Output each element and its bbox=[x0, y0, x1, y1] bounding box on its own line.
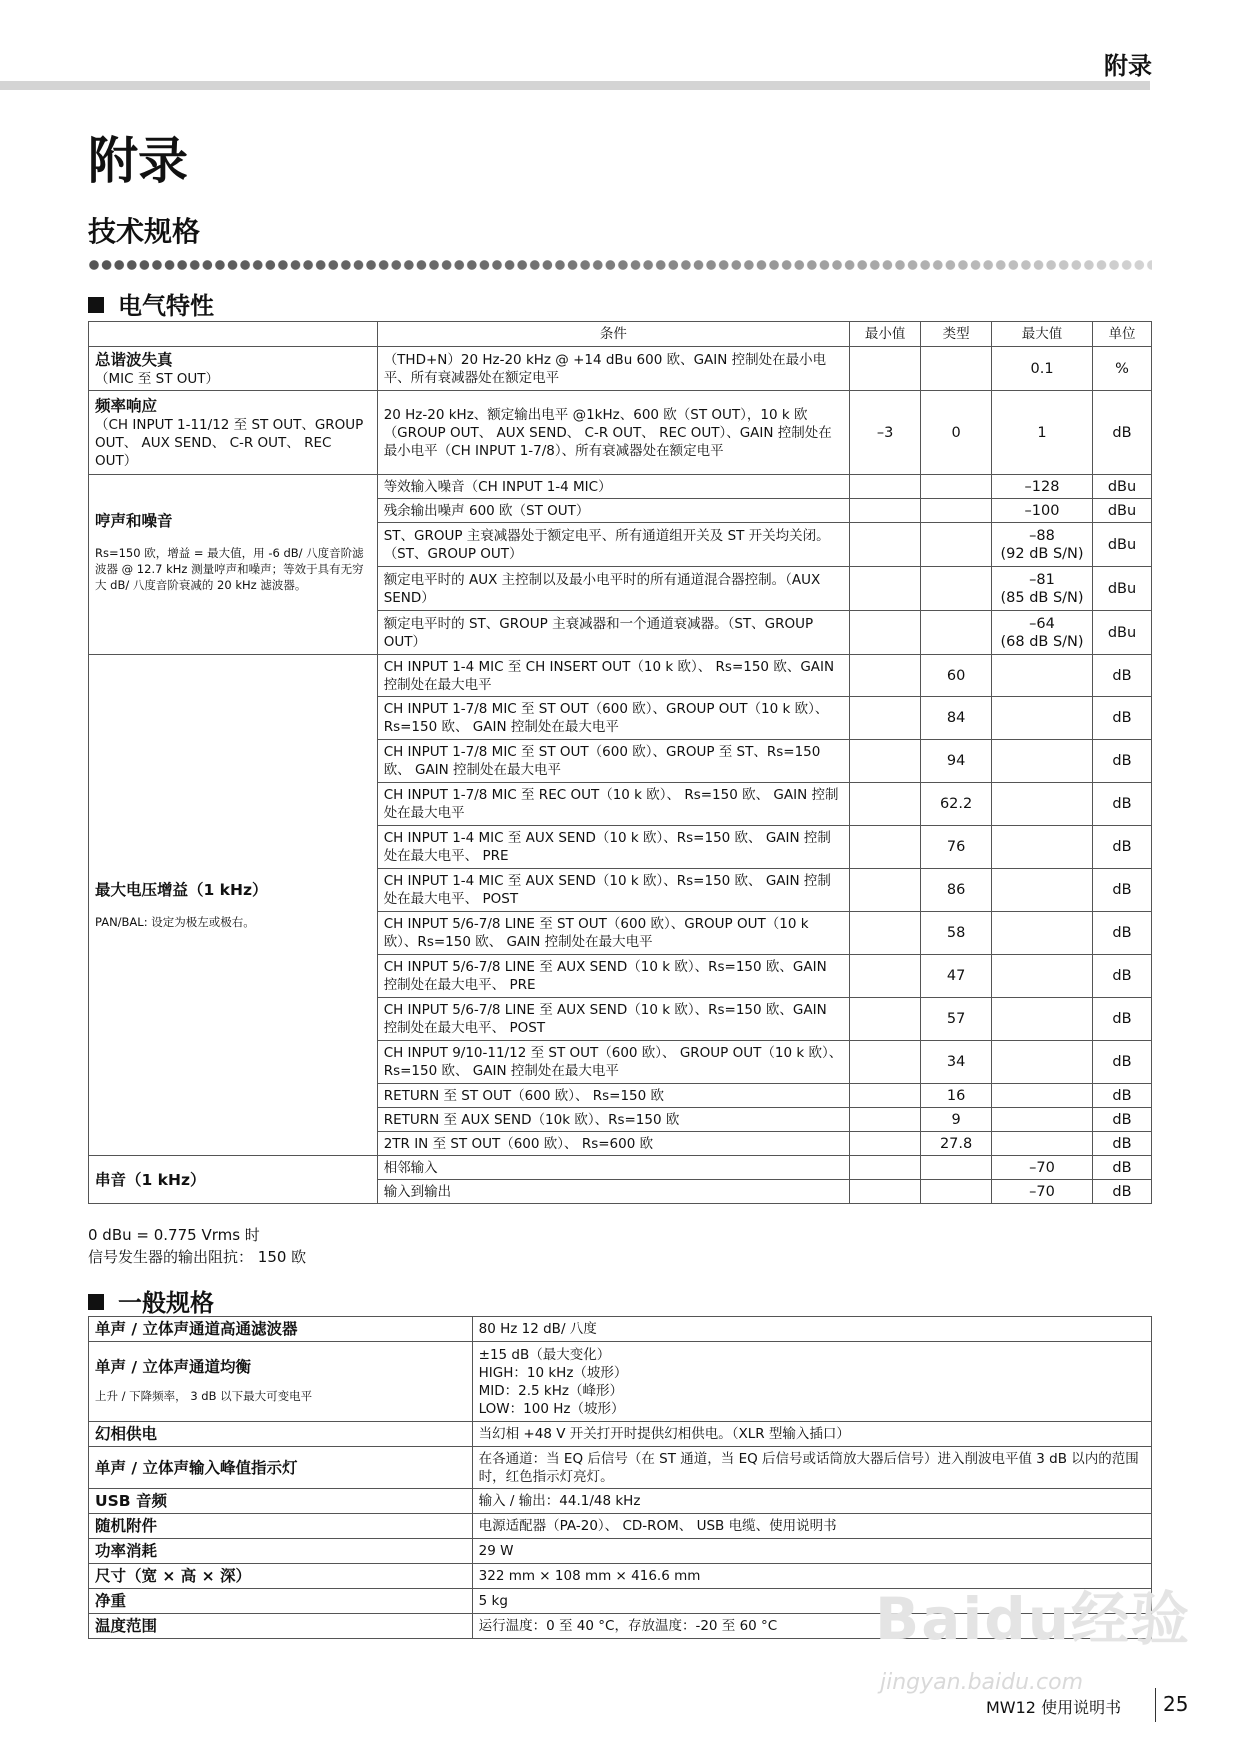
max-cell bbox=[992, 697, 1093, 740]
unit-cell: dB bbox=[1092, 826, 1151, 869]
min-cell bbox=[850, 347, 921, 391]
unit-cell: dB bbox=[1092, 740, 1151, 783]
unit-cell: dB bbox=[1092, 783, 1151, 826]
spec-value: 5 kg bbox=[472, 1589, 1151, 1614]
cond-cell: CH INPUT 1-7/8 MIC 至 REC OUT（10 k 欧）、 Rs=150 欧、 GAIN 控制处在最大电平 bbox=[377, 783, 849, 826]
typ-cell bbox=[921, 523, 992, 567]
max-cell bbox=[992, 998, 1093, 1041]
max-cell bbox=[992, 869, 1093, 912]
param-cell: 频率响应 （CH INPUT 1-11/12 至 ST OUT、GROUP OUT、 AUX SEND、 C-R OUT、 REC OUT） bbox=[89, 391, 378, 475]
spec-value: ±15 dB（最大变化） HIGH：10 kHz（坡形） MID：2.5 kHz（峰形） LOW：100 Hz（坡形） bbox=[472, 1342, 1151, 1422]
typ-cell: 16 bbox=[921, 1084, 992, 1108]
unit-cell: dB bbox=[1092, 697, 1151, 740]
min-cell bbox=[850, 1041, 921, 1084]
unit-cell: dB bbox=[1092, 998, 1151, 1041]
param-cell: 总谐波失真 （MIC 至 ST OUT） bbox=[89, 347, 378, 391]
param-cell: 串音（1 kHz） bbox=[89, 1156, 378, 1204]
spec-value: 80 Hz 12 dB/ 八度 bbox=[472, 1317, 1151, 1342]
typ-cell: 57 bbox=[921, 998, 992, 1041]
spec-value: 29 W bbox=[472, 1539, 1151, 1564]
typ-cell: 76 bbox=[921, 826, 992, 869]
spec-value: 输入 / 输出：44.1/48 kHz bbox=[472, 1489, 1151, 1514]
cond-cell: 额定电平时的 AUX 主控制以及最小电平时的所有通道混合器控制。（AUX SEND） bbox=[377, 567, 849, 611]
spec-label: 单声 / 立体声通道均衡 上升 / 下降频率， 3 dB 以下最大可变电平 bbox=[89, 1342, 473, 1422]
max-cell bbox=[992, 740, 1093, 783]
unit-cell: dB bbox=[1092, 1156, 1151, 1180]
spec-value: 322 mm × 108 mm × 416.6 mm bbox=[472, 1564, 1151, 1589]
min-cell bbox=[850, 912, 921, 955]
baidu-watermark: Baidu经验 bbox=[875, 1585, 1192, 1653]
page-title: 附录 bbox=[88, 132, 188, 190]
typ-cell: 27.8 bbox=[921, 1132, 992, 1156]
header-rule bbox=[0, 81, 1150, 90]
max-cell bbox=[992, 912, 1093, 955]
square-bullet-icon bbox=[88, 297, 104, 313]
max-cell: –128 bbox=[992, 475, 1093, 499]
typ-cell: 34 bbox=[921, 1041, 992, 1084]
typ-cell bbox=[921, 1180, 992, 1204]
max-cell: –88 (92 dB S/N) bbox=[992, 523, 1093, 567]
max-cell bbox=[992, 1132, 1093, 1156]
min-cell bbox=[850, 523, 921, 567]
spec-label: 单声 / 立体声输入峰值指示灯 bbox=[89, 1447, 473, 1489]
cond-cell: CH INPUT 1-4 MIC 至 AUX SEND（10 k 欧）、Rs=150 欧、 GAIN 控制处在最大电平、 PRE bbox=[377, 826, 849, 869]
max-cell: 0.1 bbox=[992, 347, 1093, 391]
max-cell: –100 bbox=[992, 499, 1093, 523]
cond-cell: CH INPUT 1-4 MIC 至 AUX SEND（10 k 欧）、Rs=150 欧、 GAIN 控制处在最大电平、 POST bbox=[377, 869, 849, 912]
page-number: 25 bbox=[1163, 1692, 1189, 1716]
unit-cell: dBu bbox=[1092, 475, 1151, 499]
unit-cell: dBu bbox=[1092, 523, 1151, 567]
unit-cell: dB bbox=[1092, 912, 1151, 955]
max-cell bbox=[992, 826, 1093, 869]
cond-cell: 20 Hz-20 kHz、额定输出电平 @1kHz、600 欧（ST OUT），10 k 欧（GROUP OUT、 AUX SEND、 C-R OUT、 REC OUT）、GAIN 控制处在最小电平（CH INPUT 1-7/8）、所有衰减器处在额定电平 bbox=[377, 391, 849, 475]
unit-cell: dB bbox=[1092, 1132, 1151, 1156]
typ-cell bbox=[921, 611, 992, 655]
running-header: 附录 bbox=[1104, 52, 1152, 80]
typ-cell: 84 bbox=[921, 697, 992, 740]
spec-value: 电源适配器（PA-20）、 CD-ROM、 USB 电缆、使用说明书 bbox=[472, 1514, 1151, 1539]
table-row bbox=[89, 1342, 1152, 1422]
spec-value: 当幻相 +48 V 开关打开时提供幻相供电。（XLR 型输入插口） bbox=[472, 1422, 1151, 1447]
spec-label: 单声 / 立体声通道高通滤波器 bbox=[89, 1317, 473, 1342]
note-line: 信号发生器的输出阻抗： 150 欧 bbox=[88, 1248, 307, 1266]
min-cell bbox=[850, 783, 921, 826]
max-cell bbox=[992, 1108, 1093, 1132]
header-typ: 类型 bbox=[921, 322, 992, 347]
typ-cell: 0 bbox=[921, 391, 992, 475]
table-row bbox=[89, 391, 1152, 475]
min-cell bbox=[850, 826, 921, 869]
min-cell bbox=[850, 567, 921, 611]
cond-cell: 相邻输入 bbox=[377, 1156, 849, 1180]
param-cell: 哼声和噪音 Rs=150 欧，增益 = 最大值，用 -6 dB/ 八度音阶滤波器 @ 12.7 kHz 测量哼声和噪声；等效于具有无穷大 dB/ 八度音阶衰减的 20 kHz 滤波器。 bbox=[89, 475, 378, 655]
typ-cell: 86 bbox=[921, 869, 992, 912]
typ-cell: 9 bbox=[921, 1108, 992, 1132]
footer-divider bbox=[1155, 1688, 1156, 1722]
table-row bbox=[89, 1422, 1152, 1447]
section-title: 技术规格 bbox=[88, 215, 201, 248]
max-cell: –64 (68 dB S/N) bbox=[992, 611, 1093, 655]
table-row bbox=[89, 347, 1152, 391]
min-cell bbox=[850, 1084, 921, 1108]
cond-cell: 残余输出噪声 600 欧（ST OUT） bbox=[377, 499, 849, 523]
unit-cell: dBu bbox=[1092, 499, 1151, 523]
min-cell bbox=[850, 655, 921, 697]
header-param bbox=[89, 322, 378, 347]
unit-cell: dB bbox=[1092, 655, 1151, 697]
unit-cell: % bbox=[1092, 347, 1151, 391]
cond-cell: CH INPUT 5/6-7/8 LINE 至 AUX SEND（10 k 欧）、Rs=150 欧、GAIN 控制处在最大电平、 POST bbox=[377, 998, 849, 1041]
cond-cell: RETURN 至 ST OUT（600 欧）、 Rs=150 欧 bbox=[377, 1084, 849, 1108]
typ-cell: 62.2 bbox=[921, 783, 992, 826]
typ-cell bbox=[921, 1156, 992, 1180]
unit-cell: dBu bbox=[1092, 567, 1151, 611]
cond-cell: CH INPUT 5/6-7/8 LINE 至 AUX SEND（10 k 欧）、Rs=150 欧、GAIN 控制处在最大电平、 PRE bbox=[377, 955, 849, 998]
min-cell bbox=[850, 611, 921, 655]
spec-value: 在各通道：当 EQ 后信号（在 ST 通道，当 EQ 后信号或话筒放大器后信号）进入削波电平值 3 dB 以内的范围时，红色指示灯亮灯。 bbox=[472, 1447, 1151, 1489]
typ-cell: 47 bbox=[921, 955, 992, 998]
min-cell bbox=[850, 697, 921, 740]
footer-manual-name: MW12 使用说明书 bbox=[986, 1698, 1122, 1717]
max-cell bbox=[992, 1084, 1093, 1108]
header-max: 最大值 bbox=[992, 322, 1093, 347]
square-bullet-icon bbox=[88, 1294, 104, 1310]
max-cell bbox=[992, 955, 1093, 998]
cond-cell: CH INPUT 5/6-7/8 LINE 至 ST OUT（600 欧）、GROUP OUT（10 k 欧）、Rs=150 欧、 GAIN 控制处在最大电平 bbox=[377, 912, 849, 955]
spec-label: 净重 bbox=[89, 1589, 473, 1614]
cond-cell: 2TR IN 至 ST OUT（600 欧）、 Rs=600 欧 bbox=[377, 1132, 849, 1156]
cond-cell: CH INPUT 1-7/8 MIC 至 ST OUT（600 欧）、GROUP 至 ST、Rs=150 欧、 GAIN 控制处在最大电平 bbox=[377, 740, 849, 783]
cond-cell: CH INPUT 9/10-11/12 至 ST OUT（600 欧）、 GROUP OUT（10 k 欧）、 Rs=150 欧、 GAIN 控制处在最大电平 bbox=[377, 1041, 849, 1084]
cond-cell: CH INPUT 1-7/8 MIC 至 ST OUT（600 欧）、GROUP OUT（10 k 欧）、 Rs=150 欧、 GAIN 控制处在最大电平 bbox=[377, 697, 849, 740]
unit-cell: dB bbox=[1092, 1041, 1151, 1084]
header-min: 最小值 bbox=[850, 322, 921, 347]
cond-cell: 额定电平时的 ST、GROUP 主衰减器和一个通道衰减器。（ST、GROUP OUT） bbox=[377, 611, 849, 655]
typ-cell: 58 bbox=[921, 912, 992, 955]
spec-label: 尺寸（宽 × 高 × 深） bbox=[89, 1564, 473, 1589]
unit-cell: dB bbox=[1092, 1180, 1151, 1204]
param-cell: 最大电压增益（1 kHz） PAN/BAL: 设定为极左或极右。 bbox=[89, 655, 378, 1156]
unit-cell: dB bbox=[1092, 955, 1151, 998]
typ-cell: 60 bbox=[921, 655, 992, 697]
header-condition: 条件 bbox=[377, 322, 849, 347]
table-row bbox=[89, 655, 1152, 697]
typ-cell bbox=[921, 475, 992, 499]
table-row bbox=[89, 1317, 1152, 1342]
min-cell: –3 bbox=[850, 391, 921, 475]
min-cell bbox=[850, 1180, 921, 1204]
typ-cell bbox=[921, 347, 992, 391]
typ-cell bbox=[921, 567, 992, 611]
typ-cell: 94 bbox=[921, 740, 992, 783]
min-cell bbox=[850, 1156, 921, 1180]
max-cell: –70 bbox=[992, 1180, 1093, 1204]
table-notes bbox=[88, 1224, 306, 1268]
general-heading: 一般规格 bbox=[88, 1291, 214, 1315]
max-cell bbox=[992, 783, 1093, 826]
spec-label: 温度范围 bbox=[89, 1614, 473, 1639]
min-cell bbox=[850, 998, 921, 1041]
min-cell bbox=[850, 869, 921, 912]
note-line: 0 dBu = 0.775 Vrms 时 bbox=[88, 1226, 260, 1244]
max-cell bbox=[992, 1041, 1093, 1084]
max-cell: –81 (85 dB S/N) bbox=[992, 567, 1093, 611]
min-cell bbox=[850, 740, 921, 783]
electrical-spec-table bbox=[88, 321, 1152, 1204]
min-cell bbox=[850, 1132, 921, 1156]
spec-label: 随机附件 bbox=[89, 1514, 473, 1539]
electrical-heading: 电气特性 bbox=[88, 294, 214, 318]
unit-cell: dB bbox=[1092, 869, 1151, 912]
unit-cell: dB bbox=[1092, 1108, 1151, 1132]
table-row bbox=[89, 1447, 1152, 1489]
spec-label: 功率消耗 bbox=[89, 1539, 473, 1564]
min-cell bbox=[850, 499, 921, 523]
cond-cell: ST、GROUP 主衰减器处于额定电平、所有通道组开关及 ST 开关均关闭。（ST、GROUP OUT） bbox=[377, 523, 849, 567]
max-cell bbox=[992, 655, 1093, 697]
cond-cell: 等效输入噪音（CH INPUT 1-4 MIC） bbox=[377, 475, 849, 499]
table-row bbox=[89, 1514, 1152, 1539]
header-unit: 单位 bbox=[1092, 322, 1151, 347]
spec-label: USB 音频 bbox=[89, 1489, 473, 1514]
watermark-url: jingyan.baidu.com bbox=[880, 1670, 1084, 1695]
max-cell: –70 bbox=[992, 1156, 1093, 1180]
max-cell: 1 bbox=[992, 391, 1093, 475]
min-cell bbox=[850, 475, 921, 499]
table-row bbox=[89, 1156, 1152, 1180]
unit-cell: dBu bbox=[1092, 611, 1151, 655]
cond-cell: （THD+N）20 Hz-20 kHz @ +14 dBu 600 欧、GAIN 控制处在最小电平、所有衰减器处在额定电平 bbox=[377, 347, 849, 391]
typ-cell bbox=[921, 499, 992, 523]
spec-label: 幻相供电 bbox=[89, 1422, 473, 1447]
unit-cell: dB bbox=[1092, 1084, 1151, 1108]
min-cell bbox=[850, 955, 921, 998]
table-header-row bbox=[89, 322, 1152, 347]
unit-cell: dB bbox=[1092, 391, 1151, 475]
spec-value: 运行温度：0 至 40 °C，存放温度：-20 至 60 °C bbox=[472, 1614, 1151, 1639]
dotted-divider-fade bbox=[88, 259, 1152, 273]
table-row bbox=[89, 1489, 1152, 1514]
cond-cell: CH INPUT 1-4 MIC 至 CH INSERT OUT（10 k 欧）、 Rs=150 欧、GAIN 控制处在最大电平 bbox=[377, 655, 849, 697]
cond-cell: 输入到输出 bbox=[377, 1180, 849, 1204]
cond-cell: RETURN 至 AUX SEND（10k 欧）、Rs=150 欧 bbox=[377, 1108, 849, 1132]
table-row bbox=[89, 1539, 1152, 1564]
table-row bbox=[89, 475, 1152, 499]
min-cell bbox=[850, 1108, 921, 1132]
